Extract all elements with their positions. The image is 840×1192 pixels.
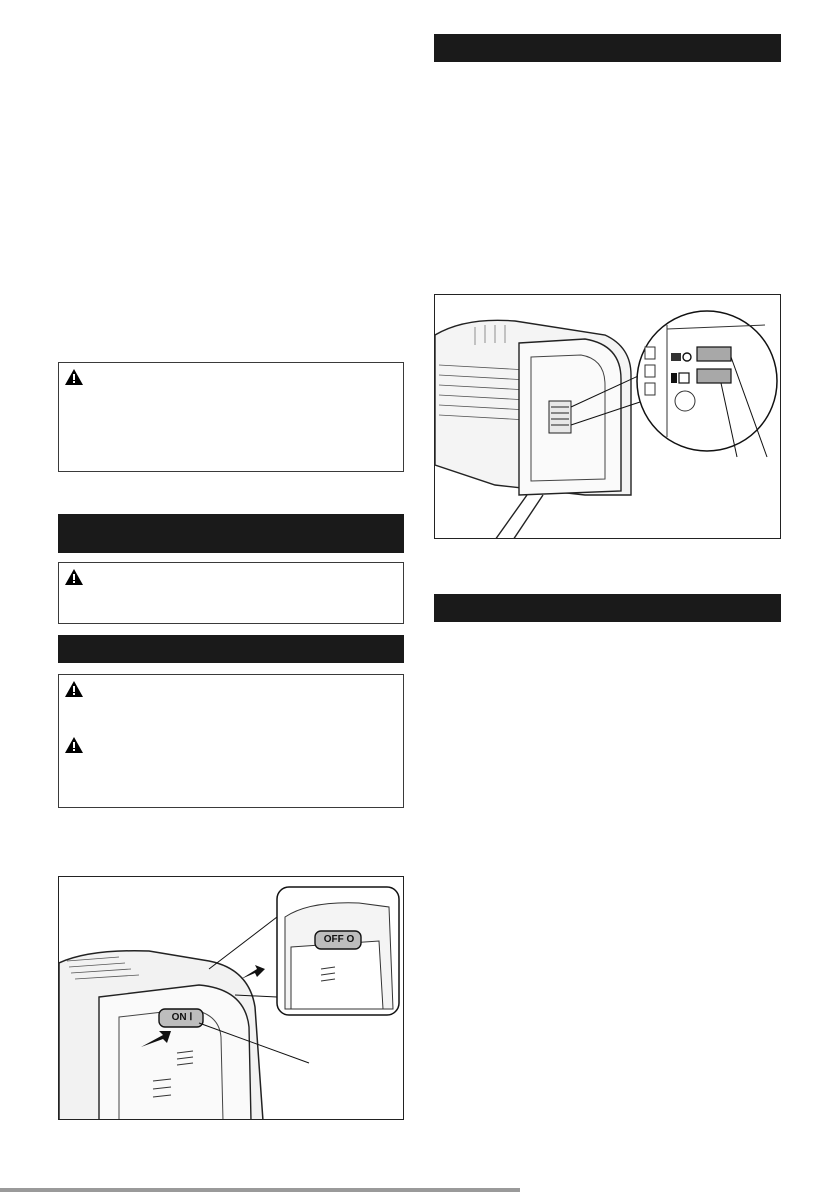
tool-rear-illustration xyxy=(59,877,404,1120)
section-heading-bar-1 xyxy=(58,514,404,553)
section-heading-bar-3 xyxy=(434,34,781,62)
warning-triangle-icon xyxy=(65,369,83,385)
warning-triangle-icon xyxy=(65,737,83,753)
figure-indicator-lamps xyxy=(434,294,781,539)
section-heading-bar-2 xyxy=(58,635,404,663)
warning-triangle-icon xyxy=(65,569,83,585)
section-heading-bar-4 xyxy=(434,594,781,622)
switch-off-label: OFF O xyxy=(323,934,355,945)
warning-box-2 xyxy=(58,562,404,624)
page-bottom-cutoff xyxy=(0,1188,520,1192)
warning-box-1 xyxy=(58,362,404,472)
tool-side-illustration xyxy=(435,295,781,539)
switch-on-label: ON Ⅰ xyxy=(171,1012,193,1023)
figure-switch-action xyxy=(58,876,404,1120)
warning-triangle-icon xyxy=(65,681,83,697)
warning-box-3 xyxy=(58,674,404,808)
